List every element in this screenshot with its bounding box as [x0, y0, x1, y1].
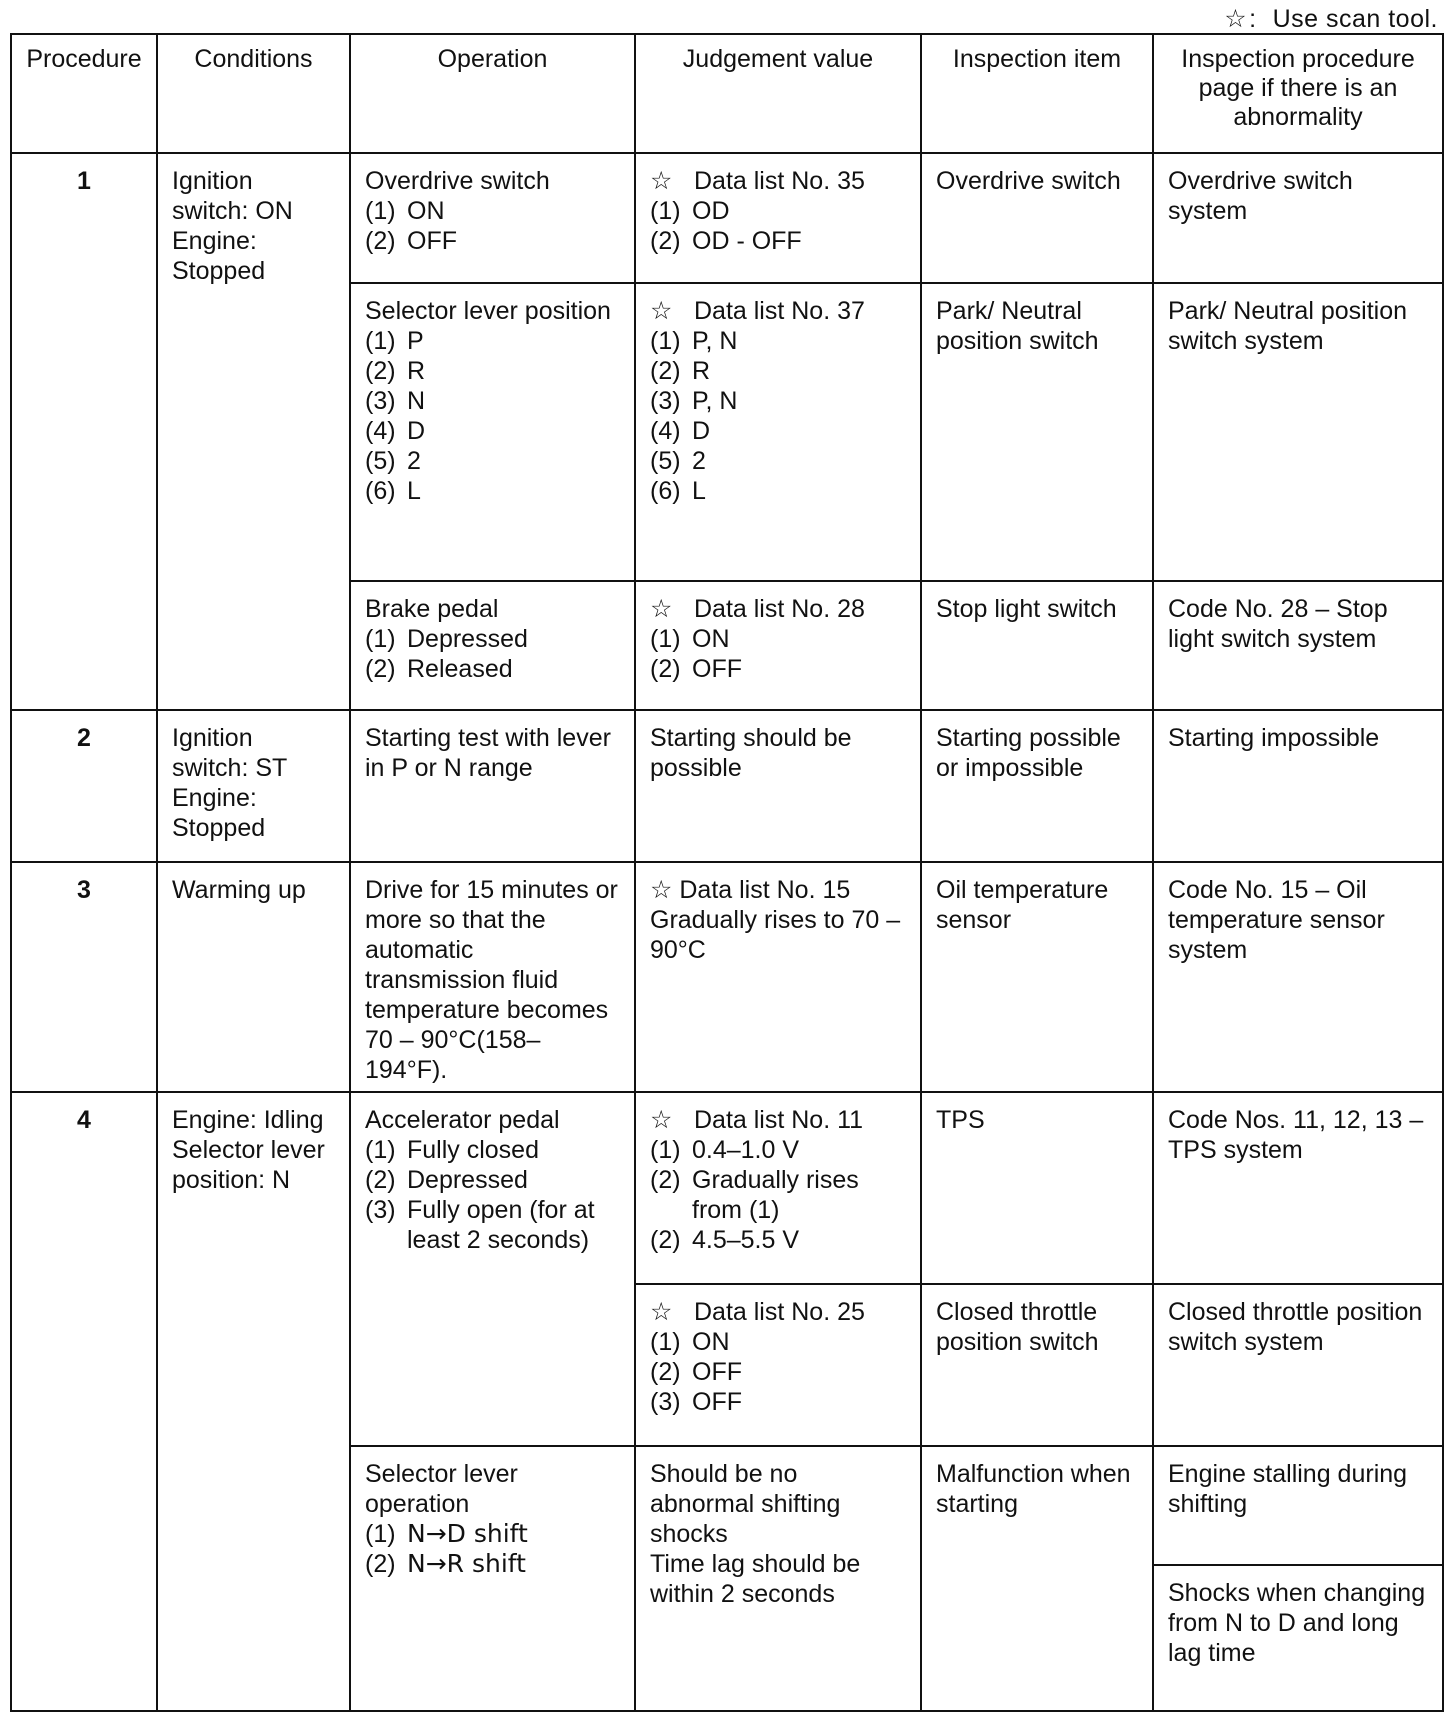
star-icon: ☆ — [650, 595, 673, 623]
table-row — [11, 153, 1443, 283]
inspection-page-cell: Closed throttle position switch system — [1153, 1284, 1443, 1446]
judgement-cell: ☆ Data list No. 25 (1) ON (2) OFF (3) OFF — [635, 1284, 921, 1446]
inspection-page-cell: Overdrive switch system — [1153, 153, 1443, 283]
star-icon: ☆ — [650, 297, 673, 325]
star-icon: ☆ — [650, 1106, 673, 1134]
operation-cell: Selector lever operation (1) N→D shift (2) N→R shift — [350, 1446, 635, 1711]
table-row — [11, 1092, 1443, 1284]
conditions-cell: Ignition switch: ON Engine: Stopped — [157, 153, 350, 710]
judgement-cell: ☆ Data list No. 28 (1) ON (2) OFF — [635, 581, 921, 710]
star-icon: ☆ — [1224, 5, 1248, 33]
inspection-page-cell: Engine stalling during shifting — [1153, 1446, 1443, 1565]
inspection-item-cell: Overdrive switch — [921, 153, 1153, 283]
inspection-item-cell: Starting possible or impossible — [921, 710, 1153, 862]
inspection-item-cell: Stop light switch — [921, 581, 1153, 710]
inspection-table — [10, 33, 1444, 1712]
inspection-page-cell: Code No. 28 – Stop light switch system — [1153, 581, 1443, 710]
operation-cell: Starting test with lever in P or N range — [350, 710, 635, 862]
inspection-page-cell: Code No. 15 – Oil temperature sensor system — [1153, 862, 1443, 1092]
judgement-cell: ☆ Data list No. 35 (1) OD (2) OD - OFF — [635, 153, 921, 283]
star-icon: ☆ — [650, 167, 673, 195]
conditions-cell: Engine: Idling Selector lever position: N — [157, 1092, 350, 1711]
judgement-cell: ☆ Data list No. 37 (1) P, N (2) R (3) P, N (4) D (5) 2 (6) L — [635, 283, 921, 581]
inspection-item-cell: Closed throttle position switch — [921, 1284, 1153, 1446]
judgement-cell: Should be no abnormal shifting shocks Time lag should be within 2 seconds — [635, 1446, 921, 1711]
operation-cell: Drive for 15 minutes or more so that the automatic transmission fluid temperature becomes 70 – 90°C(158–194°F). — [350, 862, 635, 1092]
inspection-page-cell: Park/ Neutral position switch system — [1153, 283, 1443, 581]
operation-cell: Selector lever position (1) P (2) R (3) N (4) D (5) 2 (6) L — [350, 283, 635, 581]
inspection-page-cell: Shocks when changing from N to D and long lag time — [1153, 1565, 1443, 1711]
header-procedure: Procedure — [11, 34, 157, 153]
procedure-number: 4 — [11, 1092, 157, 1711]
operation-cell: Brake pedal (1) Depressed (2) Released — [350, 581, 635, 710]
inspection-item-cell: Oil temperature sensor — [921, 862, 1153, 1092]
conditions-cell: Ignition switch: ST Engine: Stopped — [157, 710, 350, 862]
table-row — [11, 710, 1443, 862]
header-inspection-item: Inspection item — [921, 34, 1153, 153]
procedure-number: 1 — [11, 153, 157, 710]
judgement-cell: Starting should be possible — [635, 710, 921, 862]
judgement-cell: ☆ Data list No. 11 (1) 0.4–1.0 V (2) Gradually rises from (1) (2) 4.5–5.5 V — [635, 1092, 921, 1284]
header-operation: Operation — [350, 34, 635, 153]
inspection-item-cell: TPS — [921, 1092, 1153, 1284]
header-inspection-page: Inspection procedure page if there is an abnormality — [1153, 34, 1443, 153]
header-conditions: Conditions — [157, 34, 350, 153]
inspection-page-cell: Code Nos. 11, 12, 13 – TPS system — [1153, 1092, 1443, 1284]
operation-cell: Overdrive switch (1) ON (2) OFF — [350, 153, 635, 283]
procedure-number: 3 — [11, 862, 157, 1092]
conditions-cell: Warming up — [157, 862, 350, 1092]
inspection-item-cell: Park/ Neutral position switch — [921, 283, 1153, 581]
judgement-cell: ☆ Data list No. 15 Gradually rises to 70 – 90°C — [635, 862, 921, 1092]
star-icon: ☆ — [650, 876, 673, 904]
inspection-item-cell: Malfunction when starting — [921, 1446, 1153, 1711]
inspection-page-cell: Starting impossible — [1153, 710, 1443, 862]
scan-tool-note: ☆: Use scan tool. — [1224, 5, 1438, 33]
table-row — [11, 862, 1443, 1092]
header-judgement-value: Judgement value — [635, 34, 921, 153]
operation-cell: Accelerator pedal (1) Fully closed (2) Depressed (3) Fully open (for at least 2 seconds) — [350, 1092, 635, 1446]
note-text: Use scan tool. — [1272, 5, 1438, 33]
procedure-number: 2 — [11, 710, 157, 862]
star-icon: ☆ — [650, 1298, 673, 1326]
header-row — [11, 34, 1443, 153]
